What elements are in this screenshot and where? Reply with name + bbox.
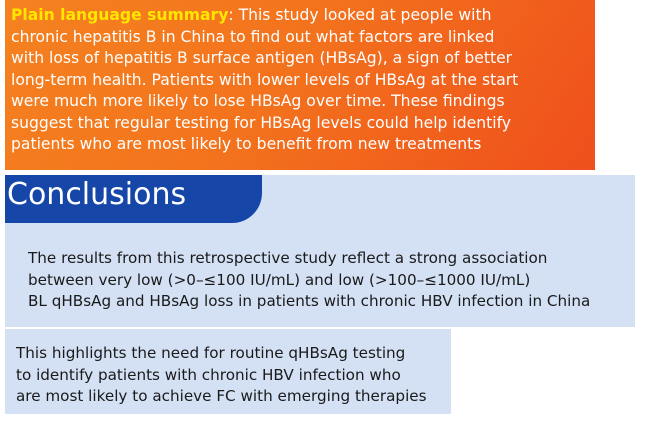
conclusions-heading: Conclusions xyxy=(5,175,262,223)
conclusion-paragraph-1 xyxy=(28,248,590,313)
conclusions-panel xyxy=(5,175,635,327)
conclusions-panel-2 xyxy=(5,329,451,414)
conclusion-line: are most likely to achieve FC with emerging therapies xyxy=(16,387,427,405)
conclusion-line: This highlights the need for routine qHBsAg testing xyxy=(16,344,406,362)
summary-line: were much more likely to lose HBsAg over time. These findings xyxy=(11,92,505,110)
summary-line: long-term health. Patients with lower levels of HBsAg at the start xyxy=(11,70,519,89)
summary-line: chronic hepatitis B in China to find out what factors are linked xyxy=(11,27,495,46)
conclusion-line: BL qHBsAg and HBsAg loss in patients with chronic HBV infection in China xyxy=(28,292,591,310)
summary-line-1 xyxy=(11,5,589,27)
summary-first-line-text: : This study looked at people with xyxy=(228,6,492,24)
summary-line: with loss of hepatitis B surface antigen (HBsAg), a sign of better xyxy=(11,49,513,67)
conclusion-line: to identify patients with chronic HBV infection who xyxy=(16,365,401,384)
conclusion-line: between very low (>0–≤100 IU/mL) and low (>100–≤1000 IU/mL) xyxy=(28,270,531,289)
plain-language-summary xyxy=(5,0,595,170)
conclusion-line: The results from this retrospective study reflect a strong association xyxy=(28,249,548,267)
conclusion-paragraph-2 xyxy=(16,343,427,408)
summary-lead: Plain language summary xyxy=(11,6,229,24)
summary-line: suggest that regular testing for HBsAg levels could help identify xyxy=(11,113,512,132)
summary-line: patients who are most likely to benefit from new treatments xyxy=(11,135,482,153)
